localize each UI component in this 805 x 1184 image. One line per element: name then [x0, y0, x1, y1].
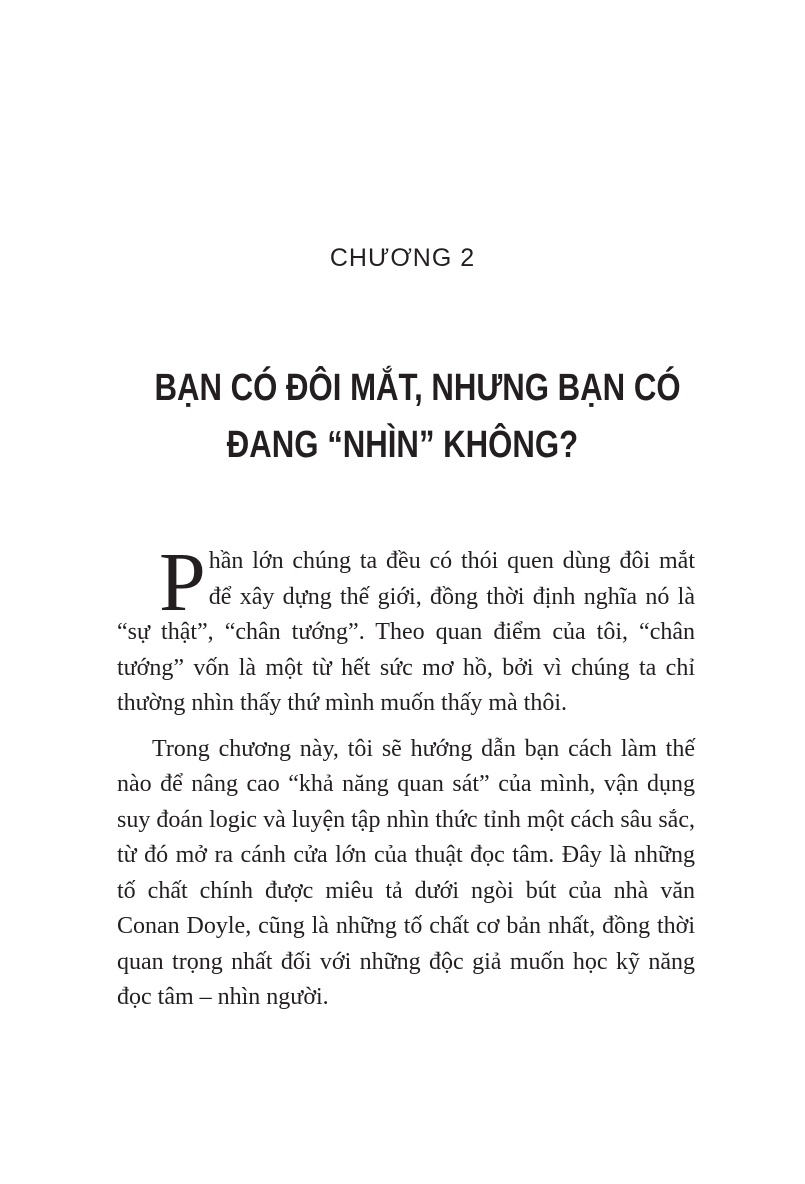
chapter-number: CHƯƠNG 2 [329, 244, 476, 272]
paragraph-1 [117, 536, 695, 722]
chapter-title-line-1: BẠN CÓ ĐÔI MẮT, NHƯNG BẠN CÓ [154, 367, 681, 409]
paragraph-2: Trong chương này, tôi sẽ hướng dẫn bạn cách làm thế nào để nâng cao “khả năng quan sát” của mình, vận dụng suy đoán logic và luyện tập nhìn thức tỉnh một cách sâu sắc, từ đó mở ra cánh cửa lớn của thuật đọc tâm. Đây là những tố chất chính được miêu tả dưới ngòi bút của nhà văn Conan Doyle, cũng là những tố chất cơ bản nhất, đồng thời quan trọng nhất đối với những độc giả muốn học kỹ năng đọc tâm – nhìn người. [117, 735, 695, 1010]
chapter-title-line-2: ĐANG “NHÌN” KHÔNG? [226, 424, 579, 466]
chapter-title [154, 360, 681, 474]
chapter-body [117, 536, 695, 1016]
drop-cap: P [159, 536, 206, 629]
paragraph-1-text: hần lớn chúng ta đều có thói quen dùng đôi mắt để xây dựng thế giới, đồng thời định nghĩa nó là “sự thật”, “chân tướng”. Theo quan điểm của tôi, “chân tướng” vốn là một từ hết sức mơ hồ, bởi vì chúng ta chỉ thường nhìn thấy thứ mình muốn thấy mà thôi. [117, 548, 695, 716]
